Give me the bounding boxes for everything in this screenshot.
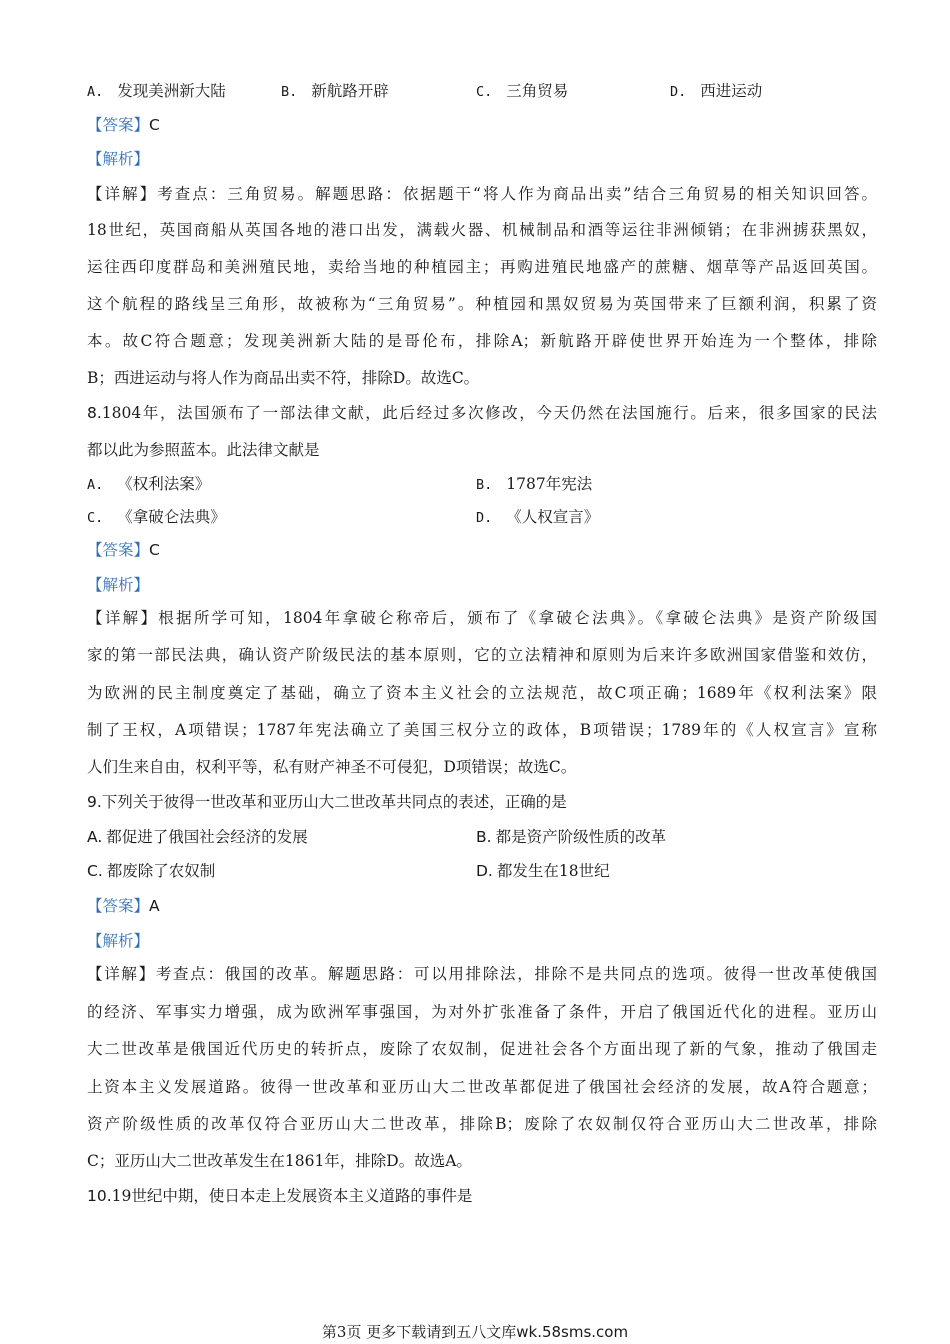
- q8-stem: 都以此为参照蓝本。此法律文献是: [87, 441, 320, 459]
- q7-detail-line: 这个航程的路线呈三角形，故被称为“三角贸易”。种植园和黑奴贸易为英国带来了巨额利润，积累了资: [87, 295, 877, 313]
- q9-detail-line: 资产阶级性质的改革仅符合亚历山大二世改革，排除B；废除了农奴制仅符合亚历山大二世改革，排除: [87, 1115, 877, 1133]
- q9-detail-line: 【详解】考查点：俄国的改革。解题思路：可以用排除法，排除不是共同点的选项。彼得一世改革使俄国: [87, 965, 877, 983]
- q8-detail-line: 为欧洲的民主制度奠定了基础，确立了资本主义社会的立法规范，故C项正确；1689年《权利法案》限: [87, 684, 877, 702]
- q10-stem: 10.19世纪中期，使日本走上发展资本主义道路的事件是: [87, 1187, 473, 1205]
- q9-detail-line: 的经济、军事实力增强，成为欧洲军事强国，为对外扩张准备了条件，开启了俄国近代化的进程。亚历山: [87, 1003, 877, 1021]
- q7-detail-line: 本。故C符合题意；发现美洲新大陆的是哥伦布，排除A；新航路开辟使世界开始连为一个整体，排除: [87, 332, 877, 350]
- q7-option-c: C. 三角贸易: [476, 82, 569, 100]
- q7-option-a: A. 发现美洲新大陆: [87, 82, 226, 100]
- q7-option-b: B. 新航路开辟: [281, 82, 389, 100]
- q8-detail-line: 【详解】根据所学可知，1804年拿破仑称帝后，颁布了《拿破仑法典》。《拿破仑法典》是资产阶级国: [87, 609, 877, 627]
- q9-option-b: B. 都是资产阶级性质的改革: [476, 828, 667, 846]
- q8-detail-line: 人们生来自由，权利平等，私有财产神圣不可侵犯，D项错误；故选C。: [87, 758, 577, 776]
- q7-detail-line: 18世纪，英国商船从英国各地的港口出发，满载火器、机械制品和酒等运往非洲倾销；在非洲掳获黑奴，: [87, 221, 877, 239]
- q7-answer: 【答案】C: [87, 116, 160, 134]
- footer-url[interactable]: wk.58sms.com: [516, 1323, 629, 1341]
- q8-option-b: B. 1787年宪法: [476, 475, 593, 493]
- q8-stem: 8.1804年，法国颁布了一部法律文献，此后经过多次修改，今天仍然在法国施行。后来，很多国家的民法: [87, 404, 877, 422]
- page-footer: 第3页 更多下载请到五八文库wk.58sms.com: [321, 1323, 629, 1341]
- q9-detail-line: C；亚历山大二世改革发生在1861年，排除D。故选A。: [87, 1152, 472, 1170]
- q8-detail-line: 家的第一部民法典，确认资产阶级民法的基本原则，它的立法精神和原则为后来许多欧洲国家借鉴和效仿，: [87, 646, 877, 664]
- q9-answer: 【答案】A: [87, 897, 160, 915]
- q7-detail-line: 【详解】考查点：三角贸易。解题思路：依据题干“将人作为商品出卖”结合三角贸易的相关知识回答。: [87, 185, 877, 203]
- q7-detail-line: 运往西印度群岛和美洲殖民地，卖给当地的种植园主；再购进殖民地盛产的蔗糖、烟草等产品返回英国。: [87, 258, 877, 276]
- q9-option-a: A. 都促进了俄国社会经济的发展: [87, 828, 308, 846]
- q9-stem: 9.下列关于彼得一世改革和亚历山大二世改革共同点的表述，正确的是: [87, 793, 567, 811]
- q8-analysis-label: 【解析】: [87, 576, 150, 594]
- q9-analysis-label: 【解析】: [87, 932, 150, 950]
- q7-option-d: D. 西进运动: [670, 82, 763, 100]
- q8-answer: 【答案】C: [87, 541, 160, 559]
- q9-option-d: D. 都发生在18世纪: [476, 862, 610, 880]
- q9-detail-line: 大二世改革是俄国近代历史的转折点，废除了农奴制，促进社会各个方面出现了新的气象，推动了俄国走: [87, 1040, 877, 1058]
- q7-detail-line: B；西进运动与将人作为商品出卖不符，排除D。故选C。: [87, 369, 480, 387]
- q7-analysis-label: 【解析】: [87, 150, 150, 168]
- q9-option-c: C. 都废除了农奴制: [87, 862, 216, 880]
- q8-option-d: D. 《人权宣言》: [476, 508, 600, 526]
- q9-detail-line: 上资本主义发展道路。彼得一世改革和亚历山大二世改革都促进了俄国社会经济的发展，故A符合题意；: [87, 1078, 877, 1096]
- q8-option-c: C. 《拿破仑法典》: [87, 508, 226, 526]
- q8-detail-line: 制了王权，A项错误；1787年宪法确立了美国三权分立的政体，B项错误；1789年的《人权宣言》宣称: [87, 721, 877, 739]
- q8-option-a: A. 《权利法案》: [87, 475, 211, 493]
